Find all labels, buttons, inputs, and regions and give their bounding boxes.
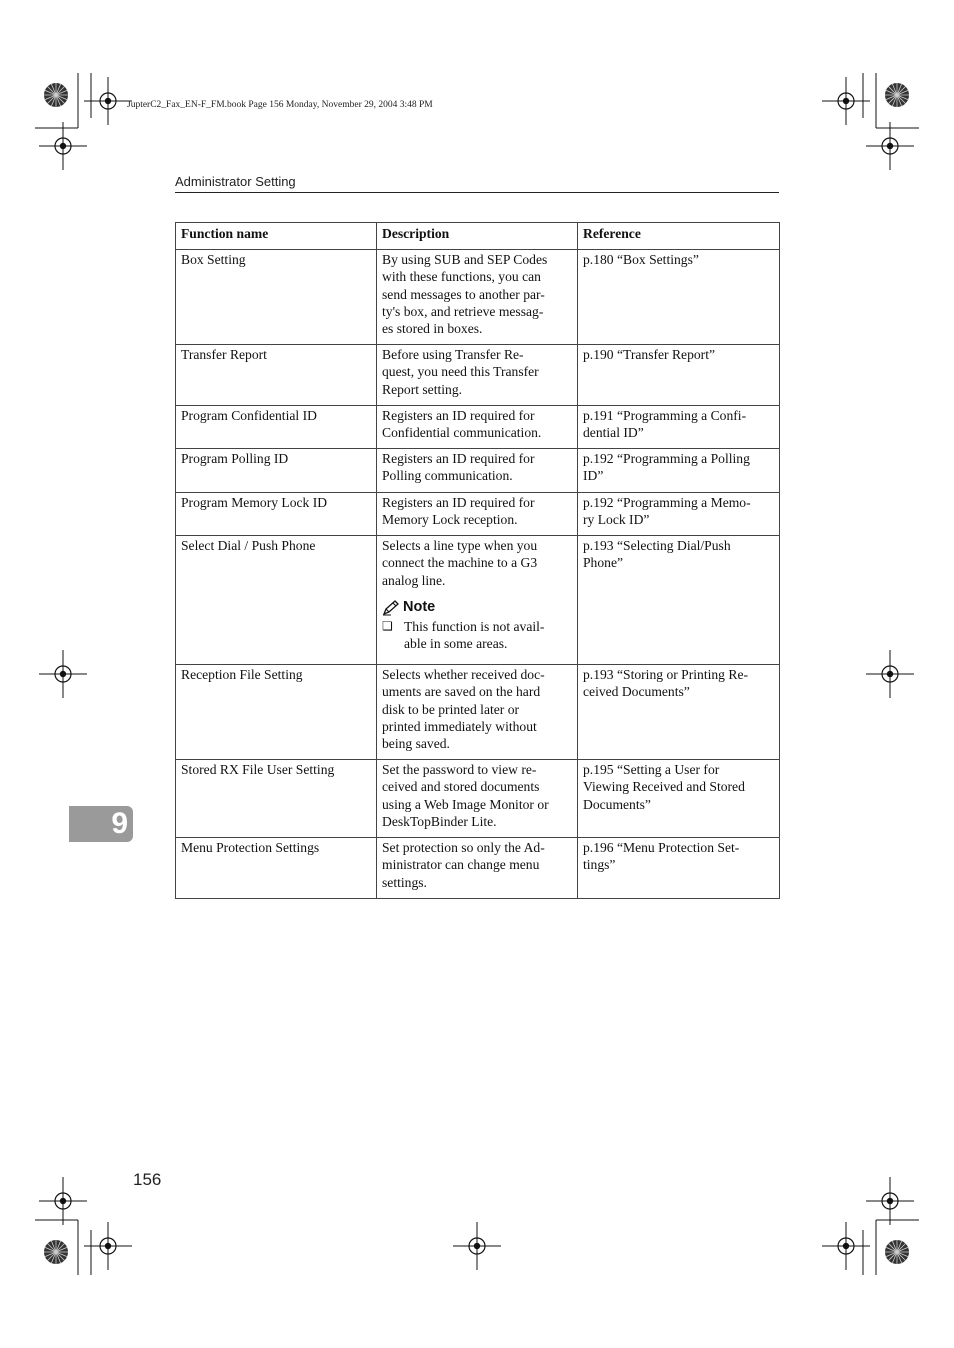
reference — [578, 345, 780, 406]
text-line: p.192 “Programming a Polling — [583, 451, 750, 466]
chapter-tab: 9 — [69, 806, 133, 842]
table-row — [176, 449, 780, 493]
text-line: ceived and stored documents — [382, 779, 540, 795]
text-line: p.191 “Programming a Confi- — [583, 408, 747, 423]
reference — [578, 665, 780, 760]
table-row — [176, 250, 780, 345]
table-row — [176, 493, 780, 536]
text-line: This function is not avail- — [404, 619, 545, 635]
text-line: tings” — [583, 857, 616, 873]
text-line: analog line. — [382, 572, 446, 588]
text-line: Report setting. — [382, 381, 463, 397]
description — [377, 665, 578, 760]
text-line: Selects whether received doc- — [382, 667, 545, 682]
text-line: printed immediately without — [382, 718, 537, 734]
text-line: Viewing Received and Stored — [583, 779, 745, 795]
text-line: p.195 “Setting a User for — [583, 762, 720, 777]
running-head: Administrator Setting — [175, 174, 296, 189]
column-header: Description — [377, 223, 578, 250]
text-line: ty's box, and retrieve messag- — [382, 303, 544, 319]
text-line: uments are saved on the hard — [382, 684, 541, 700]
text-line: send messages to another par- — [382, 286, 545, 302]
header-rule — [175, 192, 779, 193]
text-line: p.193 “Selecting Dial/Push — [583, 538, 731, 553]
reference — [578, 406, 780, 449]
text-line: Set protection so only the Ad- — [382, 840, 545, 855]
function-name: Program Polling ID — [176, 449, 377, 493]
text-line: being saved. — [382, 736, 450, 752]
reference — [578, 493, 780, 536]
function-table — [175, 222, 780, 899]
text-line: p.196 “Menu Protection Set- — [583, 840, 740, 855]
description — [377, 536, 578, 665]
text-line: DeskTopBinder Lite. — [382, 813, 497, 829]
text-line: Registers an ID required for — [382, 408, 535, 423]
text-line: with these functions, you can — [382, 269, 541, 285]
text-line: quest, you need this Transfer — [382, 364, 539, 380]
description — [377, 838, 578, 899]
reference — [578, 449, 780, 493]
function-name: Box Setting — [176, 250, 377, 345]
reference — [578, 250, 780, 345]
table-row — [176, 838, 780, 899]
function-name: Program Confidential ID — [176, 406, 377, 449]
description — [377, 760, 578, 838]
table-row — [176, 345, 780, 406]
text-line: Set the password to view re- — [382, 762, 537, 777]
description — [377, 406, 578, 449]
text-line: able in some areas. — [404, 636, 508, 652]
text-line: By using SUB and SEP Codes — [382, 252, 548, 267]
reference — [578, 838, 780, 899]
table-header-row — [176, 223, 780, 250]
text-line: using a Web Image Monitor or — [382, 796, 549, 812]
note-label: Note — [403, 598, 436, 615]
table-row — [176, 760, 780, 838]
text-line: Documents” — [583, 796, 651, 812]
note-heading — [382, 599, 573, 616]
function-name: Menu Protection Settings — [176, 838, 377, 899]
text-line: es stored in boxes. — [382, 321, 483, 337]
checkbox-bullet-icon: ❏ — [382, 619, 393, 634]
text-line: ministrator can change menu — [382, 857, 540, 873]
text-line: ceived Documents” — [583, 684, 690, 700]
note-item — [382, 618, 573, 653]
text-line: Before using Transfer Re- — [382, 347, 524, 362]
text-line: Polling communication. — [382, 468, 513, 484]
text-line: dential ID” — [583, 425, 644, 441]
text-line: Registers an ID required for — [382, 495, 535, 510]
reference — [578, 536, 780, 665]
function-name: Stored RX File User Setting — [176, 760, 377, 838]
table-row — [176, 536, 780, 665]
description — [377, 493, 578, 536]
pencil-note-icon — [382, 600, 400, 616]
function-name: Select Dial / Push Phone — [176, 536, 377, 665]
text-line: p.192 “Programming a Memo- — [583, 495, 751, 510]
column-header: Reference — [578, 223, 780, 250]
text-line: ID” — [583, 468, 604, 484]
text-line: p.193 “Storing or Printing Re- — [583, 667, 749, 682]
text-line: Memory Lock reception. — [382, 512, 518, 528]
text-line: disk to be printed later or — [382, 701, 520, 717]
text-line: p.180 “Box Settings” — [583, 252, 699, 267]
description — [377, 250, 578, 345]
function-name: Program Memory Lock ID — [176, 493, 377, 536]
page-number: 156 — [133, 1170, 162, 1189]
text-line: settings. — [382, 874, 427, 890]
table-row — [176, 665, 780, 760]
table-row — [176, 406, 780, 449]
text-line: Registers an ID required for — [382, 451, 535, 466]
text-line: connect the machine to a G3 — [382, 555, 538, 571]
text-line: p.190 “Transfer Report” — [583, 347, 716, 362]
description — [377, 449, 578, 493]
text-line: Selects a line type when you — [382, 538, 538, 553]
function-name: Transfer Report — [176, 345, 377, 406]
reference — [578, 760, 780, 838]
text-line: Phone” — [583, 555, 624, 571]
print-info: JupterC2_Fax_EN-F_FM.book Page 156 Monday, November 29, 2004 3:48 PM — [127, 100, 433, 110]
text-line: Confidential communication. — [382, 425, 542, 441]
function-name: Reception File Setting — [176, 665, 377, 760]
column-header: Function name — [176, 223, 377, 250]
text-line: ry Lock ID” — [583, 512, 650, 528]
description — [377, 345, 578, 406]
